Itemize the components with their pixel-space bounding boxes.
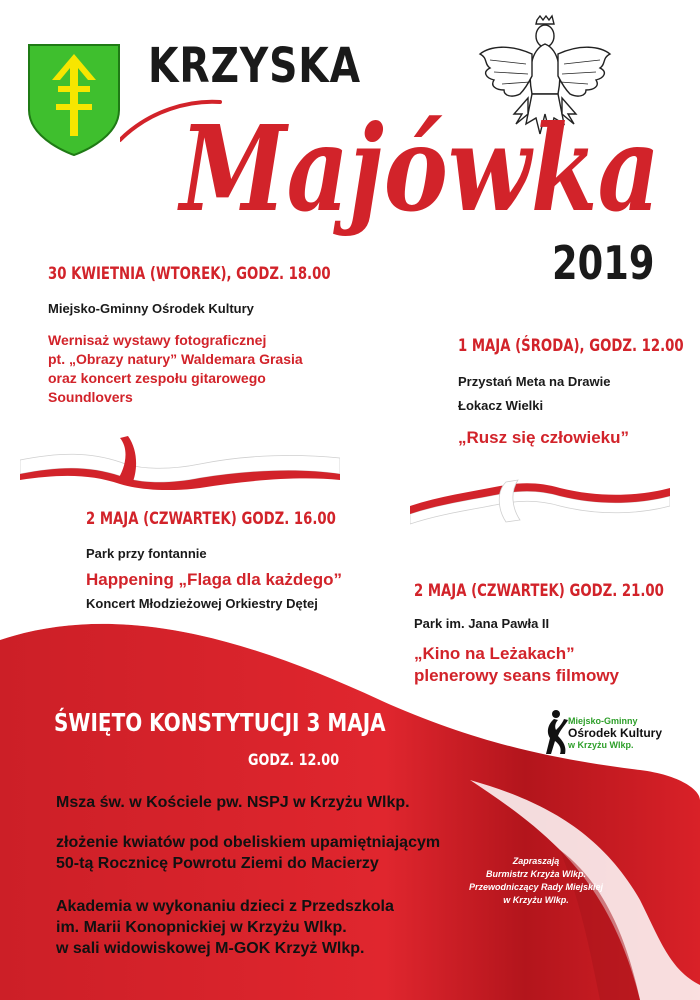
- mgok-dancer-logo-icon: [540, 708, 570, 758]
- constitution-time: GODZ. 12.00: [248, 750, 340, 769]
- invitation-line: Zapraszają: [512, 856, 560, 866]
- constitution-item-1: Msza św. w Kościele pw. NSPJ w Krzyżu Wlkp.: [56, 794, 410, 811]
- event-1-line: Wernisaż wystawy fotograficznej: [48, 332, 267, 348]
- invitation-line: Przewodniczący Rady Miejskiej: [468, 882, 604, 892]
- invitation: [466, 855, 606, 907]
- constitution-item-2-line: 50-tą Rocznicę Powrotu Ziemi do Macierzy: [56, 855, 379, 872]
- krzyz-coat-of-arms-icon: [24, 40, 124, 160]
- majowka-title-text: Majówka: [176, 99, 660, 238]
- invitation-line: w Krzyżu Wlkp.: [503, 895, 569, 905]
- constitution-title: ŚWIĘTO KONSTYTUCJI 3 MAJA: [54, 708, 386, 737]
- event-2-date: 1 MAJA (ŚRODA), GODZ. 12.00: [458, 336, 684, 356]
- event-3-date: 2 MAJA (CZWARTEK) GODZ. 16.00: [86, 509, 336, 529]
- event-1-line: oraz koncert zespołu gitarowego: [48, 370, 266, 386]
- constitution-item-3-line: im. Marii Konopnickiej w Krzyżu Wlkp.: [56, 919, 347, 936]
- ribbon-left-icon: [20, 430, 340, 490]
- ribbon-right-icon: [410, 474, 670, 534]
- event-3-highlight: Happening „Flaga dla każdego”: [86, 570, 342, 589]
- event-1-line: pt. „Obrazy natury” Waldemara Grasia: [48, 351, 303, 367]
- event-2-highlight: „Rusz się człowieku”: [458, 428, 629, 447]
- event-3-place: Park przy fontannie: [86, 546, 207, 561]
- event-2-place: Przystań Meta na Drawie: [458, 374, 611, 389]
- event-4-place: Park im. Jana Pawła II: [414, 616, 550, 631]
- event-4-date: 2 MAJA (CZWARTEK) GODZ. 21.00: [414, 581, 664, 601]
- event-2-person: Łokacz Wielki: [458, 398, 544, 413]
- event-1-description: [48, 331, 303, 407]
- event-1-line: Soundlovers: [48, 389, 133, 405]
- constitution-item-2-line: złożenie kwiatów pod obeliskiem upamiętniającym: [56, 834, 441, 851]
- event-1-date: 30 KWIETNIA (WTOREK), GODZ. 18.00: [48, 264, 331, 284]
- majowka-title: [120, 80, 690, 250]
- event-4-description: [414, 643, 619, 687]
- event-4-line: „Kino na Leżakach”: [414, 644, 575, 663]
- event-3-extra: Koncert Młodzieżowej Orkiestry Dętej: [86, 596, 318, 611]
- mgok-logo: [568, 716, 662, 750]
- mgok-line-2: Ośrodek Kultury: [568, 726, 663, 740]
- constitution-item-3-line: Akademia w wykonaniu dzieci z Przedszkola: [56, 898, 394, 915]
- constitution-item-2: [56, 832, 440, 874]
- mgok-line-1: Miejsko-Gminny: [568, 716, 638, 726]
- invitation-line: Burmistrz Krzyża Wlkp.: [485, 869, 587, 879]
- year-label: 2019: [552, 236, 655, 290]
- town-name: KRZYSKA: [148, 38, 361, 94]
- constitution-item-3: [56, 896, 394, 959]
- mgok-line-3: w Krzyżu Wlkp.: [568, 740, 634, 750]
- event-1-place: Miejsko-Gminny Ośrodek Kultury: [48, 301, 254, 316]
- constitution-item-3-line: w sali widowiskowej M-GOK Krzyż Wlkp.: [56, 940, 365, 957]
- event-4-line: plenerowy seans filmowy: [414, 666, 620, 685]
